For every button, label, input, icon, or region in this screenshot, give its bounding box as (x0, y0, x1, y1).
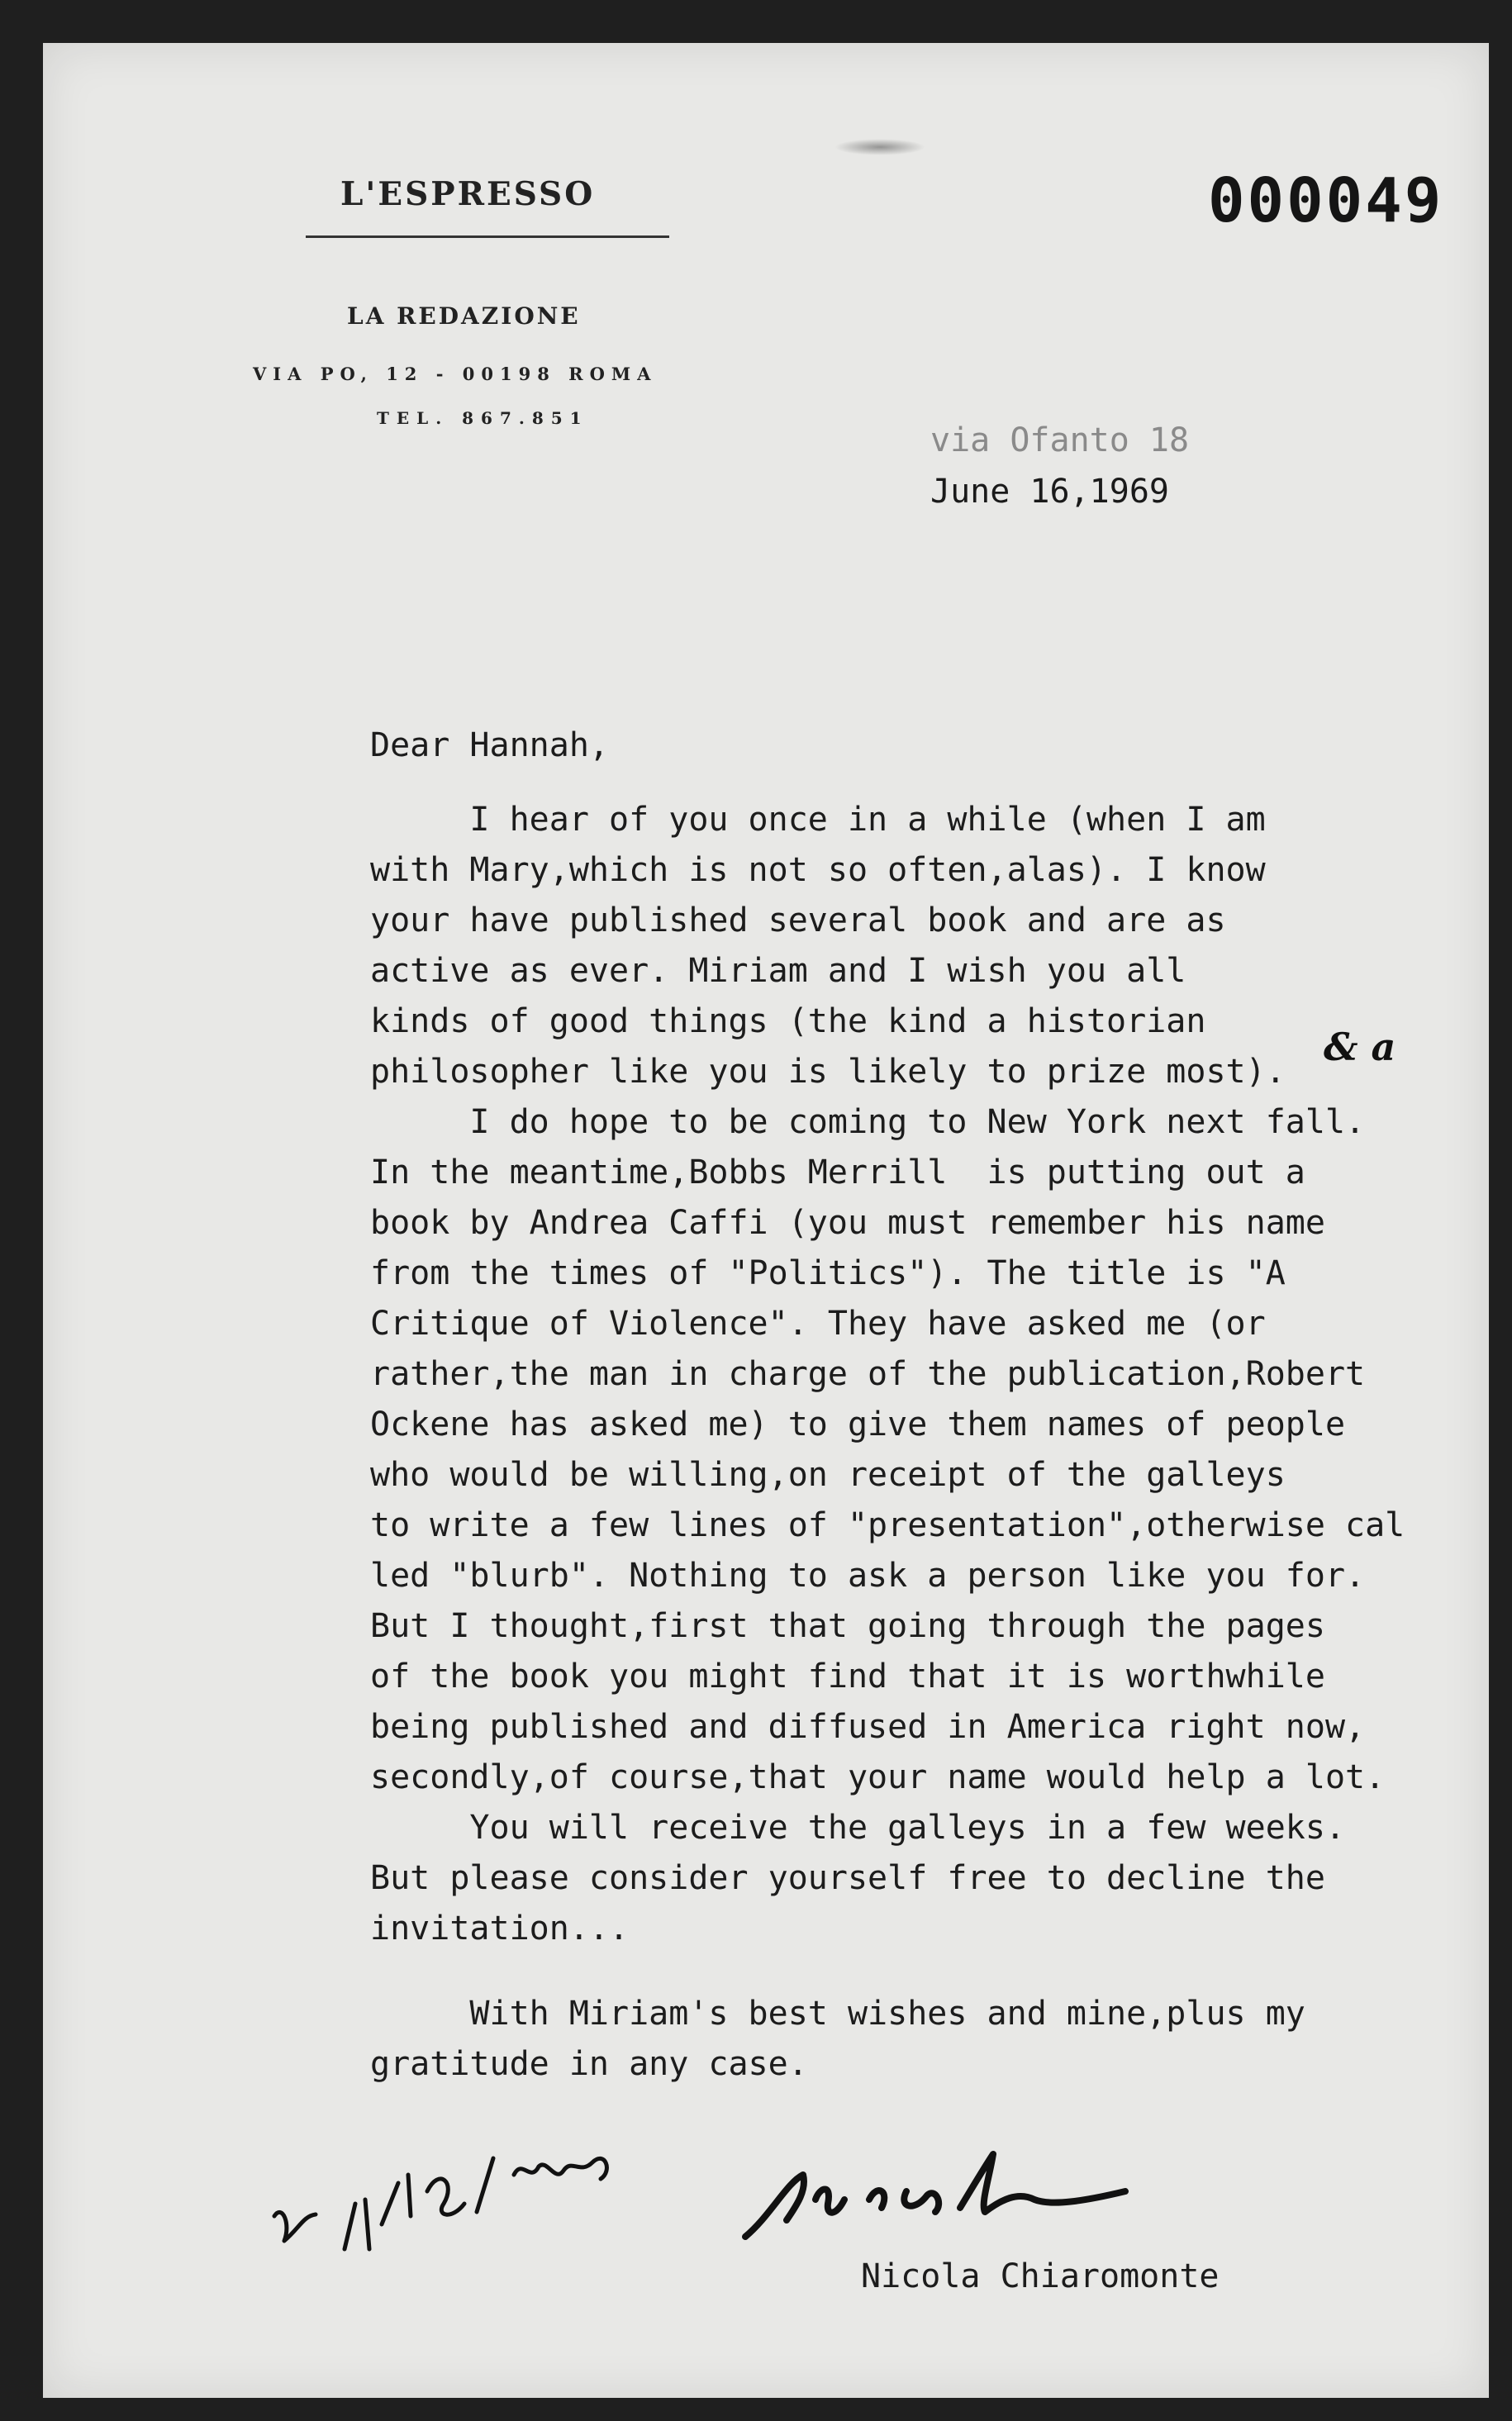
body-line: of the book you might find that it is worthwhile (370, 1658, 1325, 1696)
annotation-stroke (274, 2212, 316, 2241)
body-line: You will receive the galleys in a few weeks. (370, 1809, 1346, 1847)
closing-line: With Miriam's best wishes and mine,plus my (370, 1995, 1305, 2033)
body-line: active as ever. Miriam and I wish you all (370, 952, 1186, 990)
body-line: invitation... (370, 1910, 630, 1948)
body-line: I hear of you once in a while (when I am (370, 801, 1266, 839)
body-line: Critique of Violence". They have asked me (or (370, 1305, 1266, 1343)
body-line: from the times of "Politics"). The title is "A (370, 1254, 1286, 1292)
letter-date: June 16,1969 (930, 473, 1169, 511)
body-line: being published and diffused in America right now, (370, 1708, 1366, 1746)
signature-name: Nicola Chiaromonte (861, 2257, 1220, 2295)
body-line: to write a few lines of "presentation",otherwise cal (370, 1506, 1405, 1544)
handwritten-annotation-drawing (266, 2125, 729, 2266)
annotation-stroke (477, 2158, 493, 2212)
letterhead-department: LA REDAZIONE (347, 302, 581, 330)
letterhead-telephone: TEL. 867.851 (377, 408, 589, 428)
closing-line: gratitude in any case. (370, 2045, 808, 2083)
body-line: In the meantime,Bobbs Merrill is putting out a (370, 1153, 1305, 1191)
letter-body (370, 795, 1405, 1954)
archive-stamp-number: 000049 (1208, 165, 1444, 236)
signature-stroke (869, 2190, 939, 2212)
ink-smudge (834, 139, 925, 155)
letterhead-publication: L'ESPRESSO (340, 175, 596, 213)
closing (370, 1989, 1305, 2090)
body-line: kinds of good things (the kind a historian (370, 1002, 1206, 1040)
handwritten-insert: & a (1324, 1025, 1396, 1069)
body-line: who would be willing,on receipt of the galleys (370, 1456, 1286, 1494)
body-line: But please consider yourself free to decline the (370, 1859, 1325, 1897)
letter-page (43, 43, 1489, 2398)
body-line: rather,the man in charge of the publication,Robert (370, 1355, 1366, 1393)
signature-stroke (745, 2175, 844, 2237)
body-line: with Mary,which is not so often,alas). I know (370, 851, 1266, 889)
body-line: book by Andrea Caffi (you must remember his name (370, 1204, 1325, 1242)
signature-stroke (960, 2154, 1125, 2212)
signature-drawing (737, 2142, 1150, 2249)
letterhead-address: VIA PO, 12 - 00198 ROMA (253, 364, 658, 384)
body-line: I do hope to be coming to New York next fall. (370, 1103, 1366, 1141)
body-line: Ockene has asked me) to give them names of people (370, 1406, 1346, 1444)
body-line: secondly,of course,that your name would help a lot. (370, 1758, 1386, 1796)
letterhead-divider (306, 235, 669, 238)
salutation: Dear Hannah, (370, 726, 609, 764)
annotation-stroke (427, 2179, 464, 2214)
annotation-stroke (345, 2175, 411, 2249)
body-line: your have published several book and are as (370, 901, 1226, 939)
sender-address: via Ofanto 18 (930, 421, 1190, 459)
body-line: But I thought,first that going through the pages (370, 1607, 1325, 1645)
body-line: led "blurb". Nothing to ask a person like you for. (370, 1557, 1366, 1595)
body-line: philosopher like you is likely to prize most). (370, 1053, 1286, 1091)
annotation-stroke (514, 2158, 606, 2179)
